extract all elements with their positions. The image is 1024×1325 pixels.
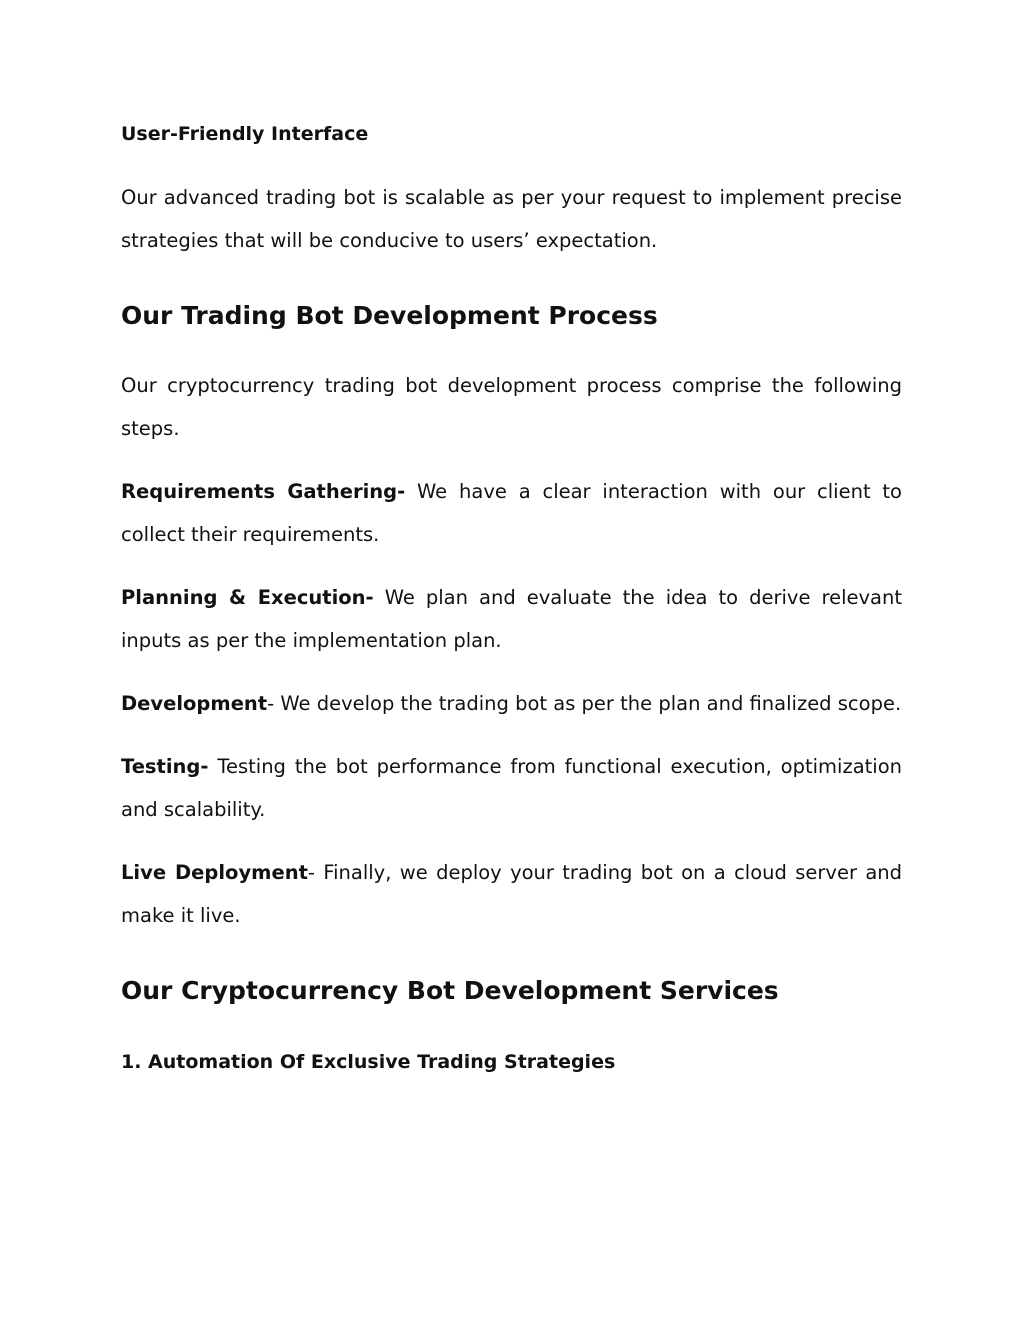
step-text: We plan and evaluate the idea to derive relevant inputs as per the implementation plan. <box>121 586 903 652</box>
step-text: Testing the bot performance from functional execution, optimization and scalability. <box>121 755 902 821</box>
heading-user-friendly-interface: User-Friendly Interface <box>121 123 369 145</box>
heading-development-process: Our Trading Bot Development Process <box>121 301 658 330</box>
step-text: We have a clear interaction with our client to collect their requirements. <box>121 480 902 546</box>
paragraph-process-intro: Our cryptocurrency trading bot development process comprise the following steps. <box>121 374 902 440</box>
step-label: Planning & Execution- <box>121 586 374 609</box>
step-development <box>121 682 902 725</box>
step-label: Requirements Gathering- <box>121 480 406 503</box>
step-text: - We develop the trading bot as per the plan and finalized scope. <box>267 692 902 715</box>
step-testing <box>121 745 902 831</box>
step-planning-execution <box>121 576 902 662</box>
step-label: Live Deployment <box>121 861 308 884</box>
heading-automation-strategies: 1. Automation Of Exclusive Trading Strategies <box>121 1051 616 1073</box>
step-label: Development <box>121 692 268 715</box>
paragraph-scalable-bot: Our advanced trading bot is scalable as per your request to implement precise strategies that will be conducive to users’ expectation. <box>121 186 902 252</box>
step-label: Testing- <box>121 755 209 778</box>
step-requirements-gathering <box>121 470 902 556</box>
step-live-deployment <box>121 851 902 937</box>
step-text: - Finally, we deploy your trading bot on a cloud server and make it live. <box>121 861 903 927</box>
heading-development-services: Our Cryptocurrency Bot Development Services <box>121 976 779 1005</box>
